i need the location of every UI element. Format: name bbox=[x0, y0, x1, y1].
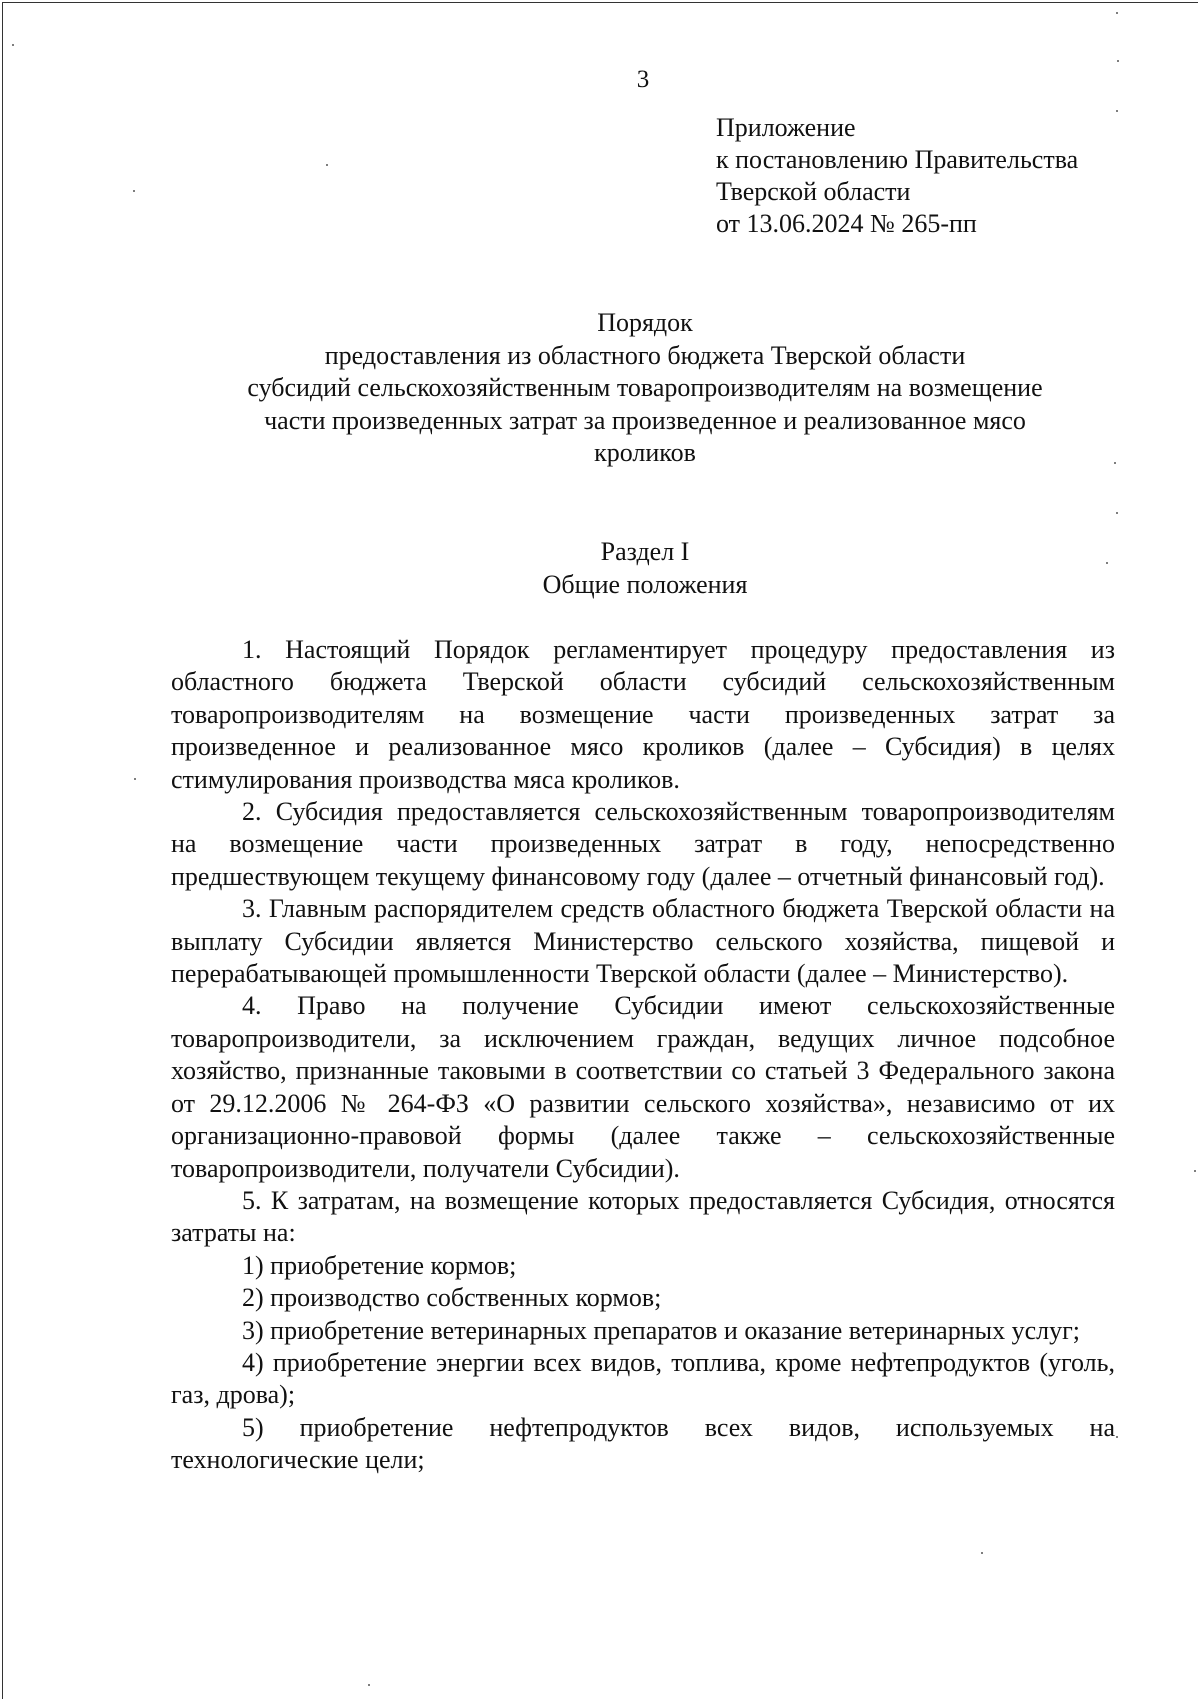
scan-speck bbox=[326, 164, 328, 166]
scan-speck bbox=[981, 1552, 983, 1554]
title-line: предоставления из областного бюджета Тверской области bbox=[324, 340, 966, 370]
paragraph: 3. Главным распорядителем средств областного бюджета Тверской области на выплату Субсидии является Министерство сельского хозяйства, пищевой и перерабатывающей промышленности Тверской области (далее – Министерство). bbox=[171, 894, 1115, 989]
scan-speck bbox=[1194, 1170, 1196, 1172]
scan-speck bbox=[12, 44, 14, 46]
list-item: 5) приобретение нефтепродуктов всех видов, используемых на технологические цели; bbox=[171, 1412, 1115, 1475]
section-heading bbox=[170, 536, 1120, 601]
body-text bbox=[171, 634, 1115, 1477]
scan-speck bbox=[1114, 462, 1116, 464]
appendix-line: к постановлению Правительства bbox=[716, 145, 1079, 174]
paragraph: 4. Право на получение Субсидии имеют сельскохозяйственные товаропроизводители, за исключением граждан, ведущих личное подсобное хозяйство, признанные таковыми в соответствии со статьей 3 Федерального закона от 29.12.2006 № 264-ФЗ «О развитии сельского хозяйства», независимо от их организационно-правовой формы (далее также – сельскохозяйственные товаропроизводители, получатели Субсидии). bbox=[171, 991, 1115, 1183]
section-name: Общие положения bbox=[542, 569, 748, 599]
title-line: Порядок bbox=[597, 308, 693, 337]
scan-speck bbox=[1117, 60, 1119, 62]
appendix-line: Тверской области bbox=[716, 177, 911, 206]
list-item: 4) приобретение энергии всех видов, топлива, кроме нефтепродуктов (уголь, газ, дрова); bbox=[171, 1347, 1115, 1410]
scan-speck bbox=[1116, 110, 1118, 112]
appendix-line: Приложение bbox=[716, 113, 856, 142]
list-item: 2) производство собственных кормов; bbox=[242, 1283, 662, 1313]
title-line: субсидий сельскохозяйственным товаропроизводителям на возмещение bbox=[247, 373, 1043, 402]
scan-speck bbox=[134, 778, 136, 780]
scan-speck bbox=[133, 190, 135, 192]
title-line: кроликов bbox=[594, 438, 696, 467]
document-title bbox=[170, 307, 1120, 470]
list-item: 3) приобретение ветеринарных препаратов и оказание ветеринарных услуг; bbox=[242, 1315, 1081, 1345]
title-line: части произведенных затрат за произведенное и реализованное мясо bbox=[264, 405, 1026, 435]
list-item: 1) приобретение кормов; bbox=[242, 1250, 517, 1280]
scan-speck bbox=[368, 1684, 370, 1686]
scan-speck bbox=[1106, 562, 1108, 564]
section-number: Раздел I bbox=[600, 537, 690, 566]
scan-speck bbox=[1116, 512, 1118, 514]
appendix-block bbox=[716, 112, 1078, 240]
paragraph: 5. К затратам, на возмещение которых предоставляется Субсидия, относятся затраты на: bbox=[171, 1185, 1115, 1248]
paragraph: 2. Субсидия предоставляется сельскохозяйственным товаропроизводителям на возмещение части произведенных затрат в году, непосредственно предшествующем текущему финансовому году (далее – отчетный финансовый год). bbox=[171, 797, 1115, 891]
page-number: 3 bbox=[636, 66, 650, 93]
scan-speck bbox=[1116, 1436, 1118, 1438]
scan-speck bbox=[1116, 12, 1118, 14]
appendix-date-number: от 13.06.2024 № 265-пп bbox=[716, 209, 977, 238]
paragraph: 1. Настоящий Порядок регламентирует процедуру предоставления из областного бюджета Тверской области субсидий сельскохозяйственным товаропроизводителям на возмещение части произведенных затрат за произведенное и реализованное мясо кроликов (далее – Субсидия) в целях стимулирования производства мяса кроликов. bbox=[171, 635, 1115, 794]
